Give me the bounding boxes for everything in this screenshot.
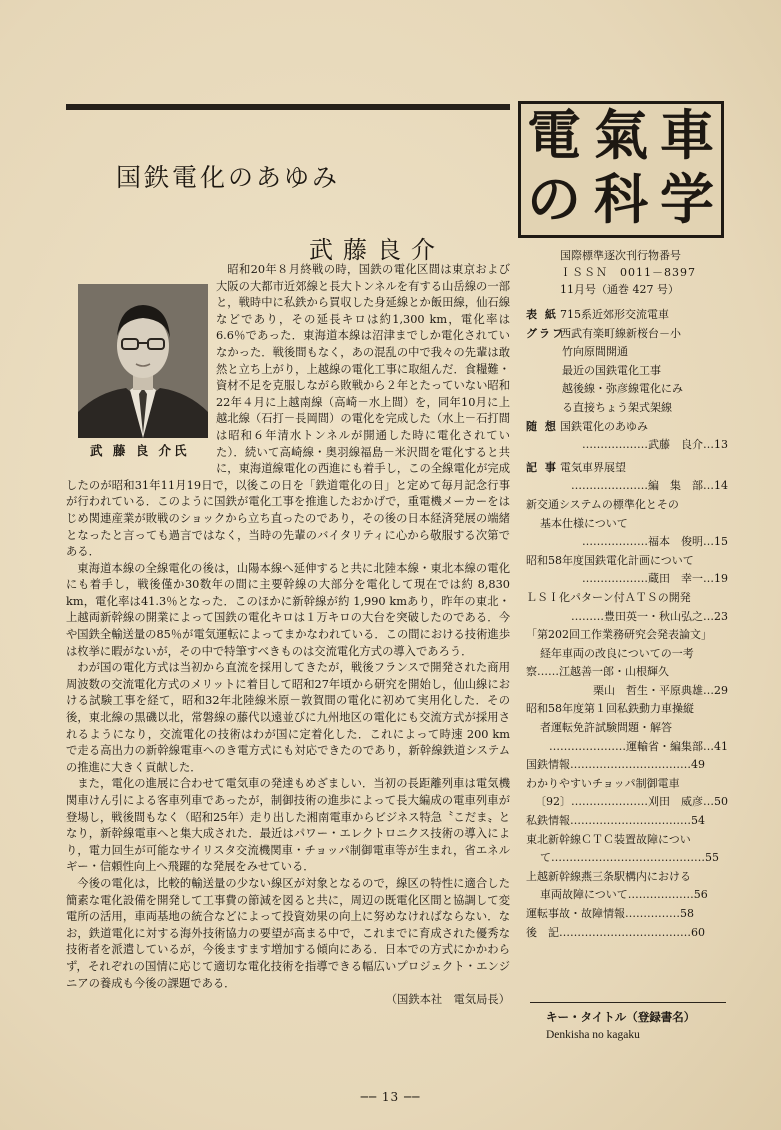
key-title-label: キー・タイトル（登録書名） [546,1010,696,1024]
toc-graph-label: グラフ [526,326,565,340]
author-affiliation: （国鉄本社 電気局長） [385,993,510,1007]
toc-graph-line-3: 最近の国鉄電化工事 [562,363,661,377]
issn-label: 国際標準逐次刊行物番号 [560,249,681,262]
article-paragraph-4: また，電化の進展に合わせて電気車の発達もめざましい．当初の長距離列車は電気機関車けん引による客車列車であったが，制御技術の進歩によって長大編成の電車列車が登場し，戦後間もなく（昭和25年）走り出した湘南電車からビジネス特急〝こだま〟となり，新幹線電車へと集大成された．最近はパワー・エレクトロニクス技術の導入により，電力回生が可能なサイリスタ交流機関車・チョッパ制御電車等が生まれ，省エネルギー・信頼性向上へ飛躍的な発展をみせている． [66,777,510,874]
toc-item-2-title: 新交通システムの標準化とその [526,497,679,511]
article-paragraph-3: わが国の電化方式は当初から直流を採用してきたが，戦後フランスで開発された商用周波数の交流電化方式のメリットに着目して昭和27年頃から研究を開始し，仙山線における試験工事を経て，昭和32年北陸線米原－敦賀間の電化に初めて実用化した．その後，東北線の黒磯以北，常磐線の藤代以遠並びに九州地区の電化にも交流方式が採用されるようになり，交流電化の技術はわが国に定着化した．これによって時速 200 km で走る高出力の新幹線電車へのき電方式にも対応できたのであり，新幹線鉄道システムの推進に大きく貢献した． [66,661,510,774]
key-title-rule [530,1002,726,1003]
toc-item-6-author: …………………運輸省・編集部…41 [549,739,728,753]
toc-graph-line-1: 西武有楽町線新桜台－小 [560,326,681,340]
article-body [66,262,510,1009]
page-number: ── 13 ── [360,1090,421,1104]
toc-essay-label: 随 想 [526,419,558,433]
toc-graph-line-4: 越後線・弥彦線電化にみ [562,382,683,396]
issue-number: 11月号（通巻 427 号） [560,283,679,296]
toc-graph-line-2: 竹向原間開通 [562,345,628,359]
toc-item-11-title2: 車両故障について………………56 [540,888,708,902]
article-paragraph-2: 東海道本線の全線電化の後は，山陽本線へ延伸すると共に北陸本線・東北本線の電化にも着手し，戦後僅か30数年の間に主要幹線の大部分を電化して現在では約 8,830 km，電化率は41.3％となった．このほかに新幹線が約 1,990 kmあり，昨年の東北・上越両新幹線の開業によって国鉄の電化キロは１万キロの大台を突破したのである．今や国鉄全輸送量の85％が電気運転によってまかなわれている．この間における技術進歩は枚挙に暇がないが，その中で特筆すべきものは交流電化方式の導入であろう． [66,561,510,658]
masthead-char-1: 電 [527,103,581,167]
masthead-char-2: 氣 [594,103,648,167]
masthead-char-5: 科 [594,167,648,231]
magazine-masthead [518,101,724,238]
toc-item-11-title: 上越新幹線燕三条駅構内における [526,869,691,883]
toc-item-5-title3: 察……江越善一郎・山根輝久 [526,665,669,679]
toc-essay-author: ………………武藤 良介…13 [582,438,728,452]
toc-essay [526,418,728,437]
toc-item-5-title2: 経年車両の改良についての一考 [540,646,694,660]
toc-item-1-title: 電気車界展望 [560,460,626,474]
toc-item-4-title: ＬＳＩ化パターン付ＡＴＳの開発 [526,590,691,604]
toc-cover [526,306,728,325]
issn-number: ＩＳＳＮ 0011－8397 [560,266,696,279]
toc-item-10-author: て……………………………………55 [540,851,719,865]
toc-item-2-title2: 基本仕様について [540,516,628,530]
key-title-block [546,1008,695,1044]
key-title-value: Denkisha no kagaku [546,1029,640,1041]
toc-item-3-title: 昭和58年度国鉄電化計画について [526,553,694,567]
toc-cover-label: 表 紙 [526,308,558,321]
toc-item-5-author: 栗山 哲生・平原典雄…29 [593,683,728,697]
photo-float-spacer [66,262,216,468]
toc-item-4-author: ………豊田英一・秋山弘之…23 [571,609,728,623]
toc-articles [526,459,728,478]
toc-item-10-title: 東北新幹線ＣＴＣ装置故障につい [526,832,691,846]
toc-graph [526,325,728,344]
masthead-char-3: 車 [660,103,714,167]
masthead-char-6: 学 [660,167,714,231]
article-author: 武藤良介 [309,236,445,264]
toc-item-7-title: 国鉄情報……………………………49 [526,758,705,772]
toc-item-6-title: 昭和58年度第１回私鉄動力車操縦 [526,702,694,716]
toc-item-12-title: 運転事故・故障情報……………58 [526,907,694,920]
masthead-char-4: の [527,167,581,231]
toc-item-8-title: わかりやすいチョッパ制御電車 [526,776,680,790]
toc-cover-text: 715系近郊形交流電車 [560,308,669,321]
toc-item-2-author: ………………福本 俊明…15 [582,535,728,549]
title-rule [66,104,510,110]
toc-item-9-title: 私鉄情報……………………………54 [526,814,705,828]
toc-item-1-author: …………………編 集 部…14 [571,479,728,493]
toc-item-3-author: ………………蔵田 幸一…19 [582,572,728,586]
issn-block [560,247,730,298]
toc-item-8-author: 〔92〕…………………刈田 威彦…50 [535,795,728,809]
toc-item-13-title: 後 記………………………………60 [526,925,705,939]
article-paragraph-1: 昭和20年８月終戦の時，国鉄の電化区間は東京および大阪の大都市近郊線と長大トンネルを有する山岳線の一部と，戦時中に私鉄から買収した身延線とか飯田線，仙石線などであり，その延長キロは約1,300 km，電化率は6.6％であった．東海道本線は沼津までしか電化されていなかった．戦後間もなく，あの混乱の中で我々の先輩は敢然と立ち上がり，上越線の電化工事に取組んだ．食糧難・資材不足を克服しながら敗戦から２年とたっていない昭和22年４月に上越南線（高崎－水上間）を，同年10月に上越北線（石打－長岡間）の電化を完成した（水上－石打間は昭和６年清水トンネルが開通した時に電化されていた）．続いて高崎線・奥羽線福島－米沢間を電化すると共に，東海道線電化の西進にも着手し，この全線電化が完成したのが昭和31年11月19日で，以後この日を「鉄道電化の日」と定めて毎月記念行事が行われている．このように国鉄が電化工事を推進したおかげで，重電機メーカーをはじめ関連産業が敗戦のショックから立ち直ったのであり，その後の日本経済発展の端緒となったと言っても過言ではなく，当時の先輩のバイタリティに心から敬服する次第である． [66,263,510,559]
toc-articles-label: 記 事 [526,460,558,474]
toc-essay-title: 国鉄電化のあゆみ [560,419,648,433]
toc-item-5-title: 「第202回工作業務研究会発表論文」 [526,628,712,642]
table-of-contents [526,306,728,942]
article-paragraph-5: 今後の電化は，比較的輸送量の少ない線区が対象となるので，線区の特性に適合した簡素な電化設備を開発して工事費の節減を図ると共に，周辺の既電化区間と協調して変電所の活用，車両基地の統合などによって投資効果の向上に努めなければならない．なお，鉄道電化に対する海外技術協力の要望が高まる中で，これまでに育成された優秀な技術者を派遣しているが，今後ますます増加する傾向にある．日本での方式にかかわらず，それぞれの国情に応じて適切な電化技術を指導できる幅広いプロジェクト・エンジニアの養成も今後の課題である． [66,876,510,990]
article-title: 国鉄電化のあゆみ [116,163,341,192]
toc-item-6-title2: 者運転免許試験問題・解答 [540,721,672,735]
toc-graph-line-5: る直接ちょう架式架線 [562,400,672,414]
portrait-caption: 武 藤 良 介氏 [90,443,190,458]
